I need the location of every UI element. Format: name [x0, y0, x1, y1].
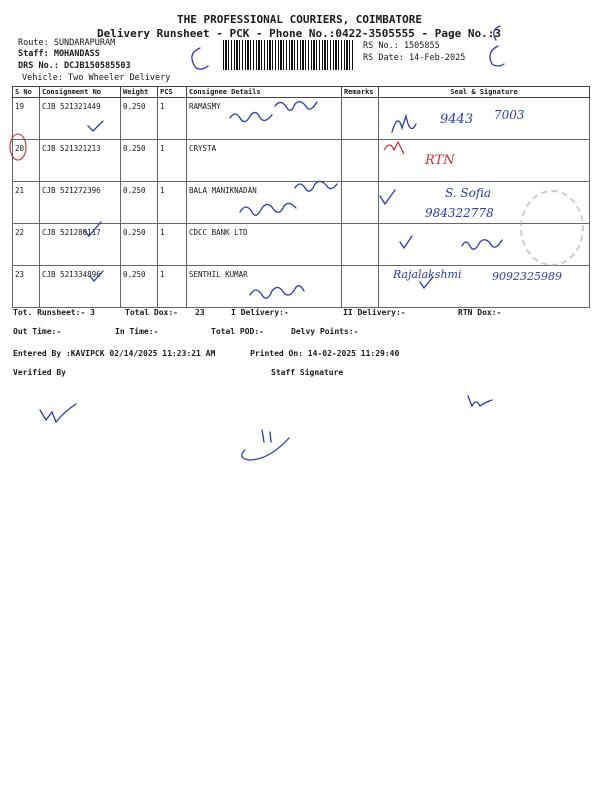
col-consignee: Consignee Details	[187, 87, 342, 98]
circle-mark-icon	[10, 134, 26, 160]
delvy-points: Delvy Points:-	[291, 327, 359, 336]
c-mark-icon	[490, 46, 504, 66]
row-consignee: RAMASMY	[187, 98, 342, 140]
total-pod: Total POD:-	[211, 327, 264, 336]
handwritten-rtn-row20: RTN	[425, 153, 455, 168]
signature-scribble-icon	[240, 203, 296, 215]
col-consignment: Consignment No	[40, 87, 121, 98]
c-mark-icon	[192, 48, 208, 69]
handwritten-name-row21: S. Sofia	[445, 186, 492, 200]
i-delivery: I Delivery:-	[231, 308, 289, 317]
signature-scribble-icon	[250, 286, 304, 299]
rs-number: RS No.: 1505855	[363, 41, 440, 51]
row-pcs: 1	[158, 224, 187, 266]
company-title: THE PROFESSIONAL COURIERS, COIMBATORE	[177, 13, 423, 26]
staff-signature: Staff Signature	[271, 368, 344, 377]
entered-by: Entered By :KAVIPCK 02/14/2025 11:23:21 AM	[13, 349, 216, 358]
signature-scribble-icon	[275, 102, 317, 111]
signature-scribble-icon	[295, 181, 337, 191]
row-consignee: CDCC BANK LTD	[187, 224, 342, 266]
handwritten-name-row23: Rajalakshmi	[393, 268, 462, 281]
vehicle-label: Vehicle: Two Wheeler Delivery	[22, 73, 171, 83]
tick-icon	[380, 190, 395, 204]
printed-on: Printed On: 14-02-2025 11:29:40	[250, 349, 400, 358]
signature-scribble-icon	[242, 430, 289, 460]
tick-icon	[88, 121, 103, 131]
row-weight: 0.250	[121, 266, 158, 308]
drs-number: DRS No.: DCJB150585503	[18, 61, 131, 71]
row-pcs: 1	[158, 98, 187, 140]
row-consignment-no: CJB 521321213	[40, 140, 121, 182]
row-consignment-no: CJB 521272396	[40, 182, 121, 224]
in-time: In Time:-	[115, 327, 159, 336]
total-dox-label: Total Dox:-	[125, 308, 178, 317]
col-remarks: Remarks	[342, 87, 379, 98]
signature-scribble-icon	[40, 404, 76, 422]
row-sno: 22	[13, 224, 40, 266]
signature-scribble-icon	[468, 396, 492, 406]
row-sno: 20	[13, 140, 40, 182]
row-weight: 0.250	[121, 140, 158, 182]
rtn-scribble-icon	[384, 142, 404, 154]
tick-icon	[90, 271, 103, 281]
col-pcs: PCS	[158, 87, 187, 98]
row-weight: 0.250	[121, 182, 158, 224]
staff-label: Staff: MOHANDASS	[18, 49, 100, 59]
handwritten-suffix-row19: 7003	[494, 108, 525, 122]
row-consignee: BALA MANIKNADAN	[187, 182, 342, 224]
ii-delivery: II Delivery:-	[343, 308, 406, 317]
c-mark-icon	[494, 26, 500, 40]
handwritten-phone-row23: 9092325989	[492, 270, 562, 283]
rtn-dox: RTN Dox:-	[458, 308, 502, 317]
handwritten-phone-row19: 9443	[440, 112, 474, 127]
signature-scribble-icon	[392, 116, 416, 132]
handwritten-phone-row21: 984322778	[425, 206, 494, 220]
col-seal-signature: Seal & Signature	[379, 87, 590, 98]
row-sno: 23	[13, 266, 40, 308]
row-consignment-no: CJB 521321449	[40, 98, 121, 140]
total-dox-value: 23	[195, 308, 205, 317]
tot-runsheet: Tot. Runsheet:- 3	[13, 308, 95, 317]
row-consignee: CRYSTA	[187, 140, 342, 182]
row-pcs: 1	[158, 182, 187, 224]
row-consignment-no: CJB 521334896	[40, 266, 121, 308]
row-sno: 21	[13, 182, 40, 224]
row-sno: 19	[13, 98, 40, 140]
row-pcs: 1	[158, 140, 187, 182]
row-pcs: 1	[158, 266, 187, 308]
runsheet-subtitle: Delivery Runsheet - PCK - Phone No.:0422-3505555 - Page No.:3	[97, 27, 501, 40]
row-consignee: SENTHIL KUMAR	[187, 266, 342, 308]
route-label: Route: SUNDARAPURAM	[18, 38, 116, 48]
rs-date: RS Date: 14-Feb-2025	[363, 53, 466, 63]
col-weight: Weight	[121, 87, 158, 98]
row-weight: 0.250	[121, 98, 158, 140]
seal-stamp	[520, 190, 584, 266]
tick-icon	[84, 222, 101, 236]
out-time: Out Time:-	[13, 327, 62, 336]
signature-scribble-icon	[462, 240, 502, 249]
tick-icon	[400, 236, 412, 248]
verified-by: Verified By	[13, 368, 66, 377]
col-sno: S No	[13, 87, 40, 98]
row-consignment-no: CJB 521280117	[40, 224, 121, 266]
signature-scribble-icon	[230, 112, 272, 121]
row-weight: 0.250	[121, 224, 158, 266]
